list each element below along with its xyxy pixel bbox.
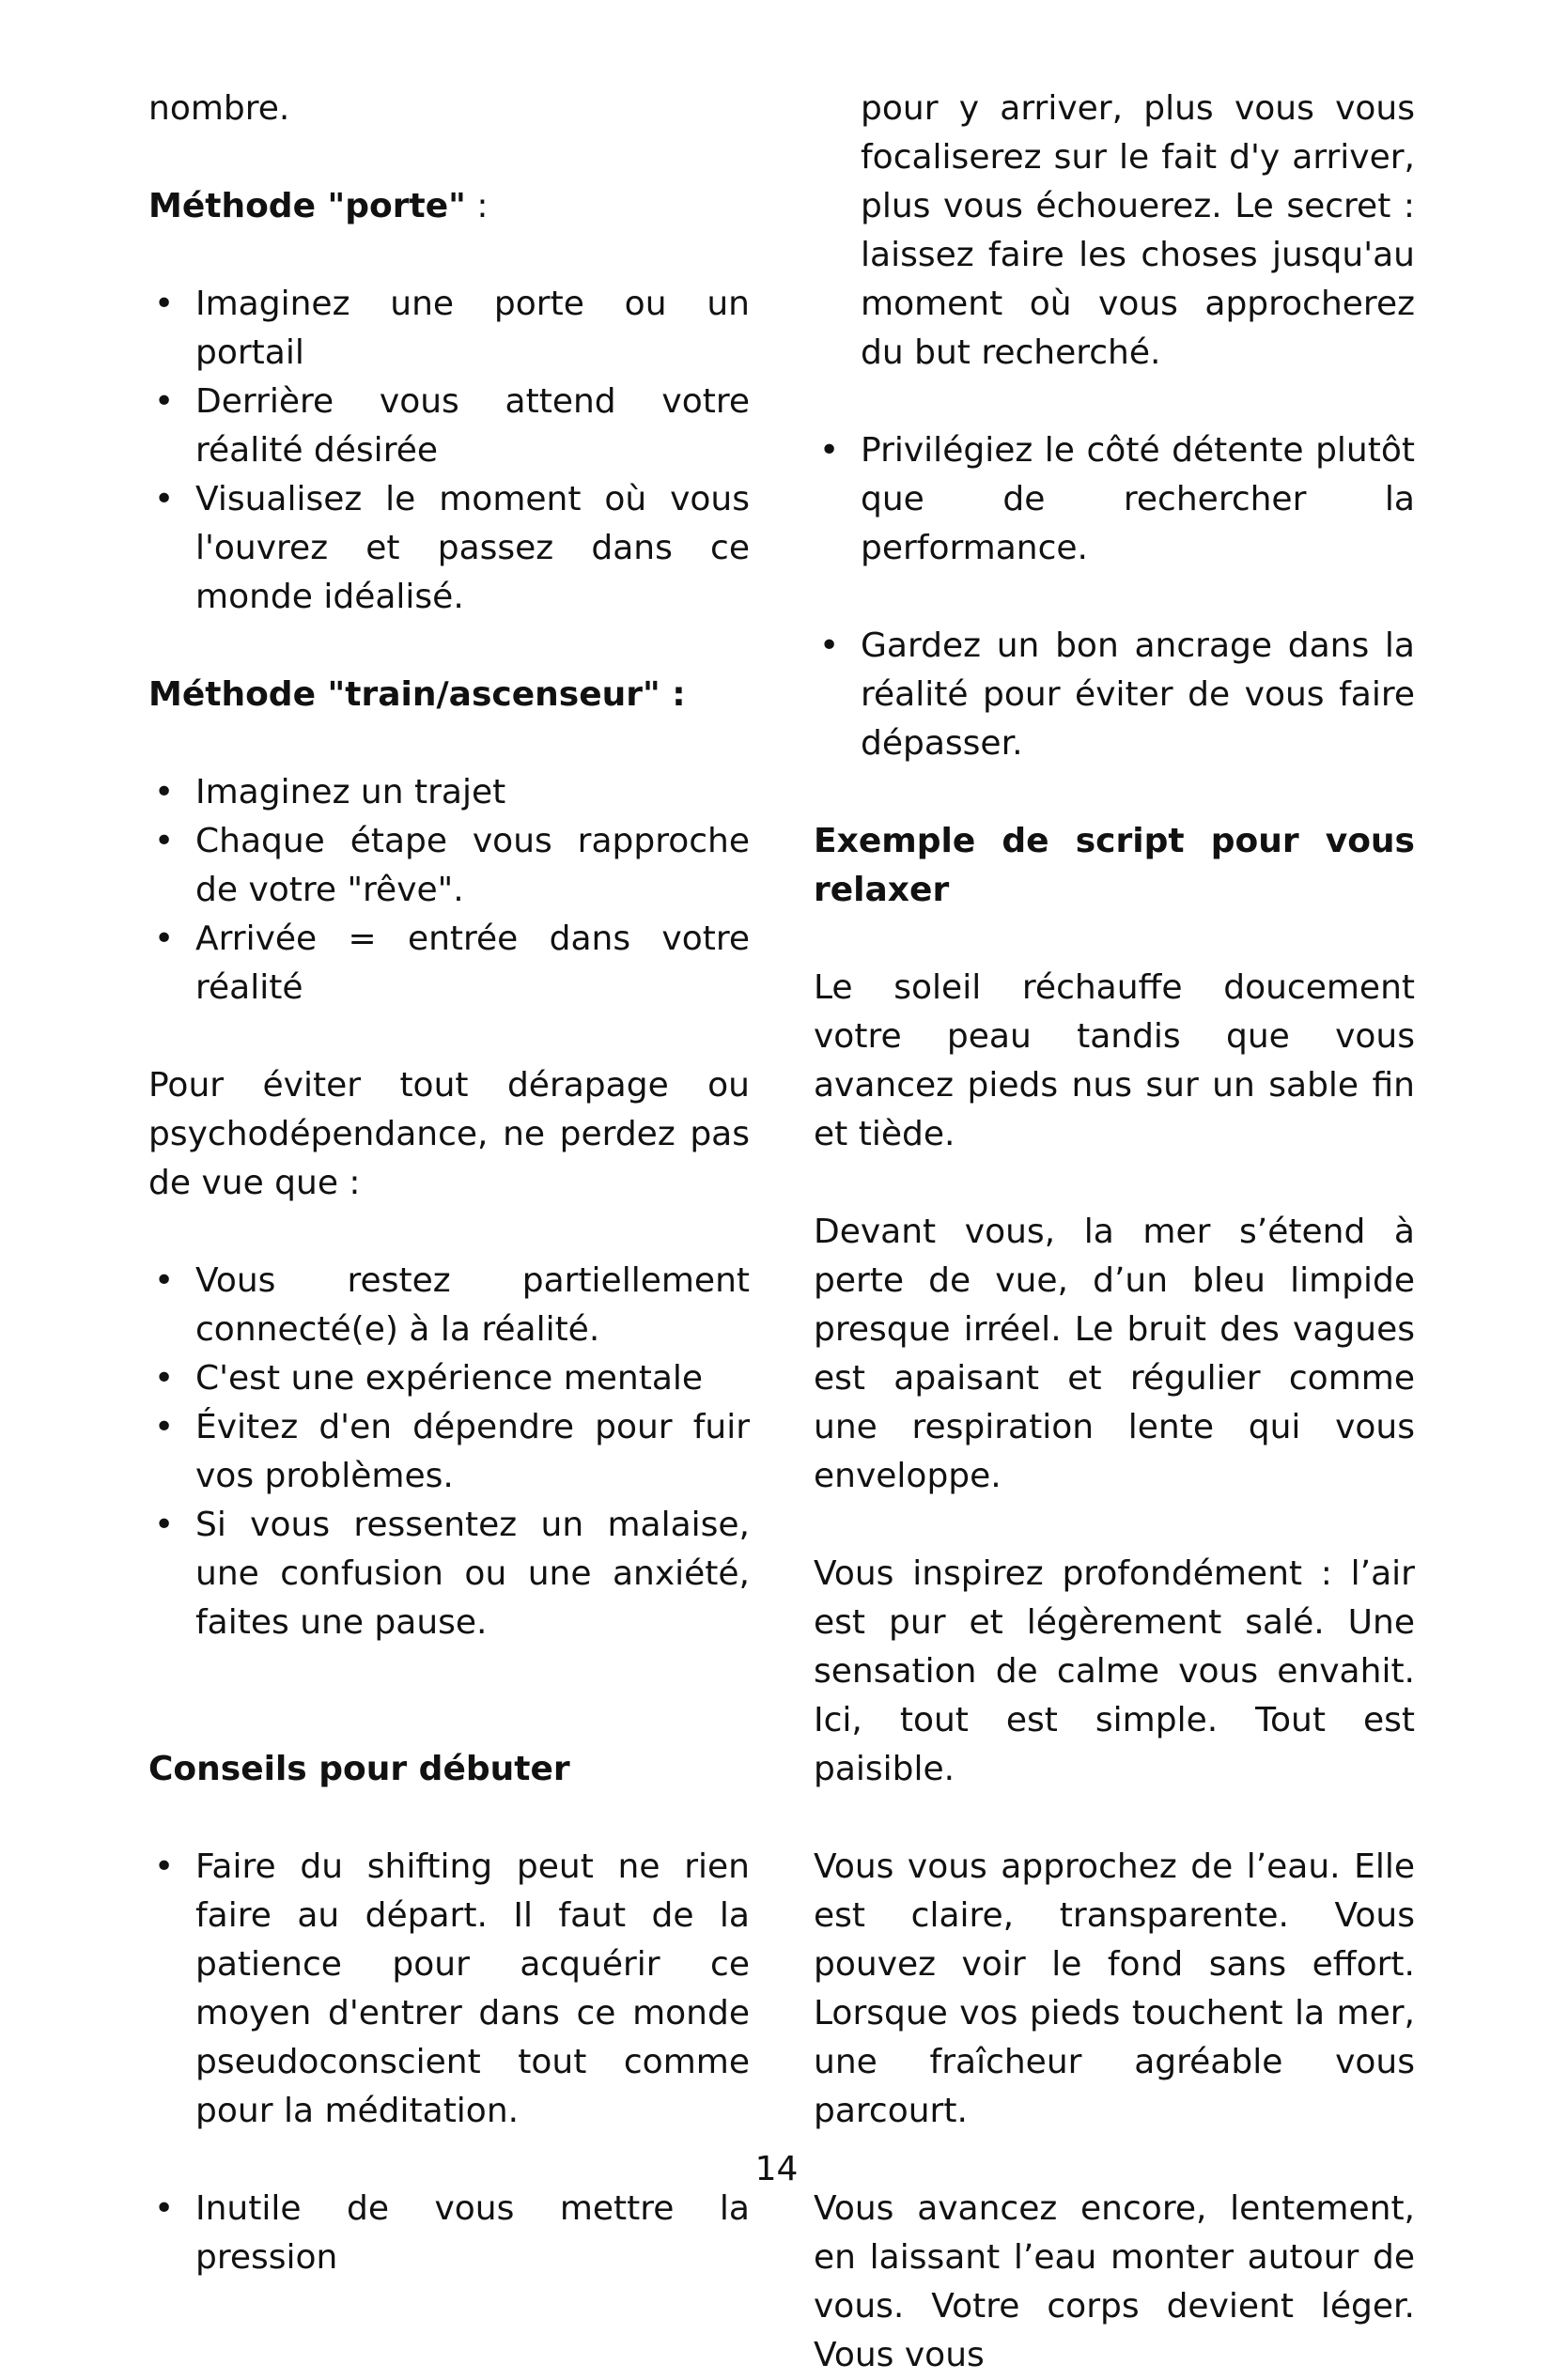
list-item-text: Gardez un bon ancrage dans la réalité pour éviter de vous faire dépasser. xyxy=(861,626,1415,763)
list-item xyxy=(148,1403,750,1501)
list-item-text: Arrivée = entrée dans votre réalité xyxy=(195,920,750,1007)
porte-method-title-suffix: : xyxy=(465,187,489,225)
bullet-icon: • xyxy=(819,626,840,665)
list-item xyxy=(148,1501,750,1647)
list-item-text: Visualisez le moment où vous l'ouvrez et passez dans ce monde idéalisé. xyxy=(195,480,750,616)
list-item-text: Vous restez partiellement connecté(e) à la réalité. xyxy=(195,1261,750,1349)
script-paragraph: Vous avancez encore, lentement, en laissant l’eau monter autour de vous. Votre corps devient léger. Vous vous xyxy=(814,2189,1415,2374)
bullet-icon: • xyxy=(154,285,175,323)
list-item-text: Chaque étape vous rapproche de votre "rêve". xyxy=(195,822,750,909)
list-item xyxy=(148,817,750,915)
bullet-icon: • xyxy=(819,431,840,470)
bullet-icon: • xyxy=(154,773,175,811)
continuation-block xyxy=(814,85,1415,378)
conseils-list xyxy=(148,1843,750,2136)
train-method-list xyxy=(148,768,750,1012)
list-item-text: Faire du shifting peut ne rien faire au départ. Il faut de la patience pour acquérir ce moyen d'entrer dans ce monde pseudoconscient tout comme pour la méditation. xyxy=(195,1847,750,2130)
list-item xyxy=(814,622,1415,768)
list-item xyxy=(148,2185,750,2282)
train-method-heading: Méthode "train/ascenseur" : xyxy=(148,675,686,714)
warning-paragraph: Pour éviter tout dérapage ou psychodépendance, ne perdez pas de vue que : xyxy=(148,1066,750,1202)
list-item xyxy=(148,378,750,475)
porte-method-list xyxy=(148,280,750,622)
conseils-heading: Conseils pour débuter xyxy=(148,1750,570,1788)
list-item xyxy=(814,426,1415,573)
warning-list xyxy=(148,1257,750,1647)
list-item-text: pour y arriver, plus vous vous focaliserez sur le fait d'y arriver, plus vous échouerez. Le secret : laissez faire les choses jusqu'au moment où vous approcherez du but recherché. xyxy=(861,89,1415,372)
list-item-text: Derrière vous attend votre réalité désirée xyxy=(195,382,750,470)
script-paragraph: Devant vous, la mer s’étend à perte de vue, d’un bleu limpide presque irréel. Le bruit des vagues est apaisant et régulier comme une respiration lente qui vous enveloppe. xyxy=(814,1213,1415,1495)
list-item-text: Inutile de vous mettre la pression xyxy=(195,2189,750,2277)
tips-list xyxy=(814,426,1415,573)
bullet-icon: • xyxy=(154,1359,175,1398)
bullet-icon: • xyxy=(154,382,175,421)
list-item-continuation xyxy=(814,85,1415,378)
bullet-icon: • xyxy=(154,480,175,518)
bullet-icon: • xyxy=(154,1261,175,1300)
bullet-icon: • xyxy=(154,920,175,958)
list-item xyxy=(148,280,750,378)
tips-list-continued xyxy=(814,622,1415,768)
list-item-text: C'est une expérience mentale xyxy=(195,1359,704,1398)
bullet-icon: • xyxy=(154,822,175,860)
left-column xyxy=(148,85,750,2282)
list-item-text: Imaginez un trajet xyxy=(195,773,506,811)
list-item-text: Privilégiez le côté détente plutôt que de rechercher la performance. xyxy=(861,431,1415,567)
script-paragraph: Vous vous approchez de l’eau. Elle est claire, transparente. Vous pouvez voir le fond sans effort. Lorsque vos pieds touchent la mer, une fraîcheur agréable vous parcourt. xyxy=(814,1847,1415,2130)
script-paragraph: Le soleil réchauffe doucement votre peau tandis que vous avancez pieds nus sur un sable fin et tiède. xyxy=(814,968,1415,1153)
bullet-icon: • xyxy=(154,1506,175,1544)
page-number: 14 xyxy=(754,2150,799,2188)
list-item xyxy=(148,768,750,817)
list-item xyxy=(148,915,750,1012)
script-paragraph: Vous inspirez profondément : l’air est pur et légèrement salé. Une sensation de calme vous envahit. Ici, tout est simple. Tout est paisible. xyxy=(814,1554,1415,1788)
list-item xyxy=(148,475,750,622)
intro-text: nombre. xyxy=(148,89,290,128)
list-item xyxy=(148,1843,750,2136)
script-heading: Exemple de script pour vous relaxer xyxy=(814,822,1415,909)
list-item xyxy=(148,1257,750,1354)
right-column xyxy=(814,85,1415,2380)
porte-method-heading xyxy=(148,182,750,231)
bullet-icon: • xyxy=(154,1408,175,1446)
list-item-text: Si vous ressentez un malaise, une confusion ou une anxiété, faites une pause. xyxy=(195,1506,750,1642)
bullet-icon: • xyxy=(154,2189,175,2228)
porte-method-title: Méthode "porte" xyxy=(148,187,466,225)
list-item xyxy=(148,1354,750,1403)
bullet-icon: • xyxy=(154,1847,175,1886)
conseils-list-continued xyxy=(148,2185,750,2282)
list-item-text: Évitez d'en dépendre pour fuir vos problèmes. xyxy=(195,1408,750,1495)
list-item-text: Imaginez une porte ou un portail xyxy=(195,285,750,372)
